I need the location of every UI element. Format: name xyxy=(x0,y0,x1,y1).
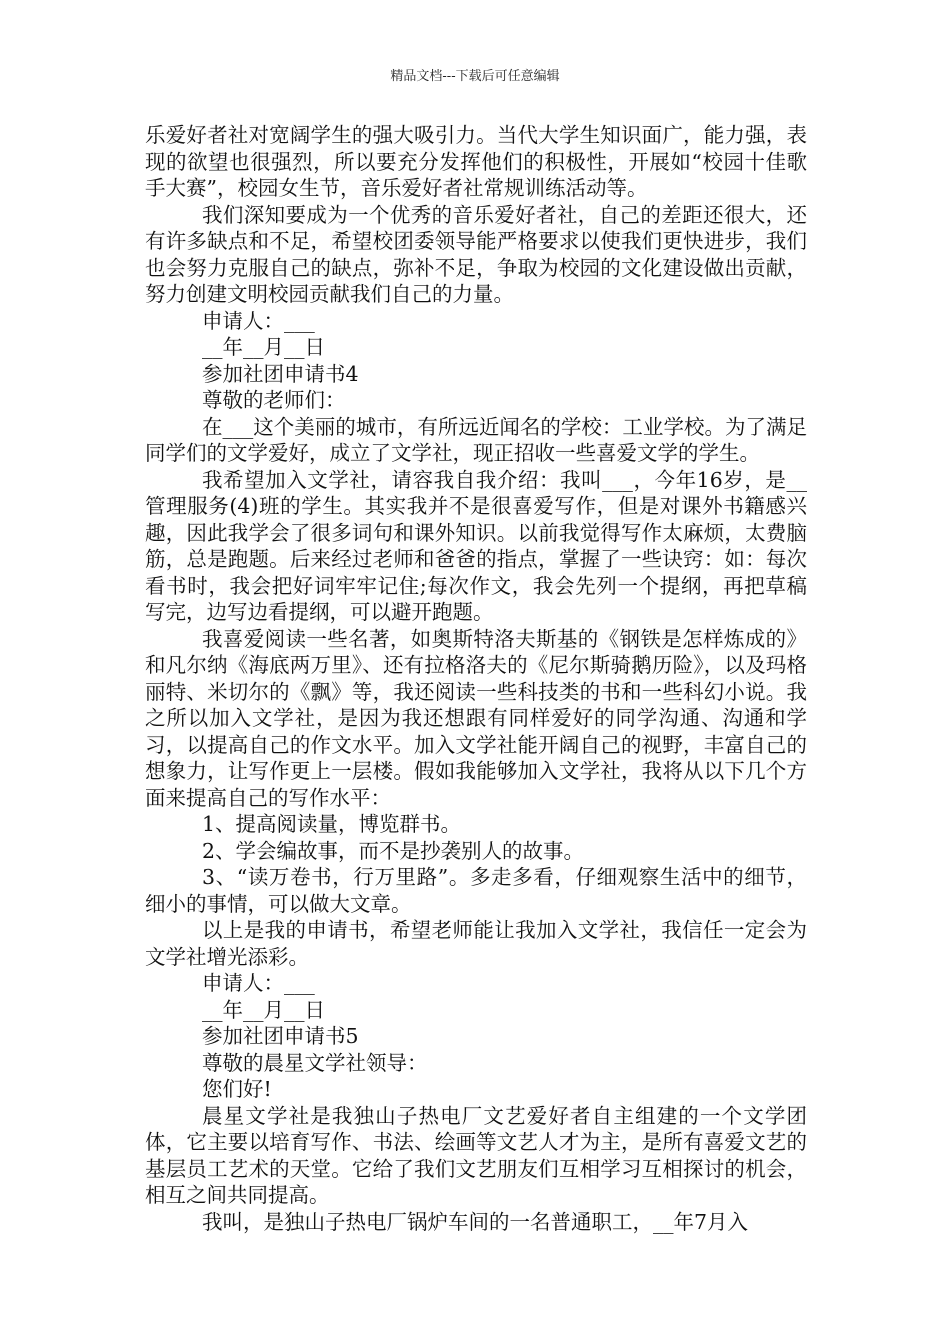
document-body xyxy=(145,122,807,1235)
paragraph: 在___这个美丽的城市，有所远近闻名的学校：工业学校。为了满足同学们的文学爱好，成立了文学社，现正招收一些喜爱文学的学生。 xyxy=(145,414,807,465)
paragraph: 我们深知要成为一个优秀的音乐爱好者社，自己的差距还很大，还有许多缺点和不足，希望校团委领导能严格要求以使我们更快进步，我们也会努力克服自己的缺点，弥补不足，争取为校园的文化建设做出贡献，努力创建文明校园贡献我们自己的力量。 xyxy=(145,202,807,306)
greeting: 您们好! xyxy=(202,1077,272,1101)
list-item: 3、“读万卷书，行万里路”。多走多看，仔细观察生活中的细节，细小的事情，可以做大文章。 xyxy=(145,865,807,916)
salutation: 尊敬的晨星文学社领导： xyxy=(202,1050,428,1075)
page-header: 精品文档---下载后可任意编辑 xyxy=(390,69,560,84)
list-item: 2、学会编故事，而不是抄袭别人的故事。 xyxy=(202,838,585,863)
date-line: __年__月__日 xyxy=(202,997,325,1022)
applicant-line: 申请人：___ xyxy=(202,308,315,333)
paragraph: 乐爱好者社对宽阔学生的强大吸引力。当代大学生知识面广，能力强，表现的欲望也很强烈，所以要充分发挥他们的积极性，开展如“校园十佳歌手大赛”，校园女生节，音乐爱好者社常规训练活动等。 xyxy=(145,123,807,200)
applicant-line: 申请人：___ xyxy=(202,971,315,995)
paragraph: 我希望加入文学社，请容我自我介绍：我叫___，今年16岁，是__管理服务(4)班的学生。其实我并不是很喜爱写作，但是对课外书籍感兴趣，因此我学会了很多词句和课外知识。以前我觉得写作太麻烦，太费脑筋，总是跑题。后来经过老师和爸爸的指点，掌握了一些诀窍：如：每次看书时，我会把好词牢牢记住;每次作文，我会先列一个提纲，再把草稿写完，边写边看提纲，可以避开跑题。 xyxy=(145,467,807,624)
paragraph: 晨星文学社是我独山子热电厂文艺爱好者自主组建的一个文学团体，它主要以培育写作、书法、绘画等文艺人才为主，是所有喜爱文艺的基层员工艺术的天堂。它给了我们文艺朋友们互相学习互相探讨的机会，相互之间共同提高。 xyxy=(145,1103,807,1207)
list-item: 1、提高阅读量，博览群书。 xyxy=(202,812,462,836)
section-title: 参加社团申请书4 xyxy=(202,361,359,386)
paragraph: 我叫，是独山子热电厂锅炉车间的一名普通职工，__年7月入 xyxy=(202,1209,749,1234)
salutation: 尊敬的老师们： xyxy=(202,388,346,412)
section-title: 参加社团申请书5 xyxy=(202,1024,359,1048)
paragraph: 以上是我的申请书，希望老师能让我加入文学社，我信任一定会为文学社增光添彩。 xyxy=(145,918,807,969)
date-line: __年__月__日 xyxy=(202,335,325,359)
paragraph: 我喜爱阅读一些名著，如奥斯特洛夫斯基的《钢铁是怎样炼成的》和凡尔纳《海底两万里》、还有拉格洛夫的《尼尔斯骑鹅历险》，以及玛格丽特、米切尔的《飘》等，我还阅读一些科技类的书和一些科幻小说。我之所以加入文学社，是因为我还想跟有同样爱好的同学沟通、沟通和学习，以提高自己的作文水平。加入文学社能开阔自己的视野，丰富自己的想象力，让写作更上一层楼。假如我能够加入文学社，我将从以下几个方面来提高自己的写作水平： xyxy=(145,626,807,810)
